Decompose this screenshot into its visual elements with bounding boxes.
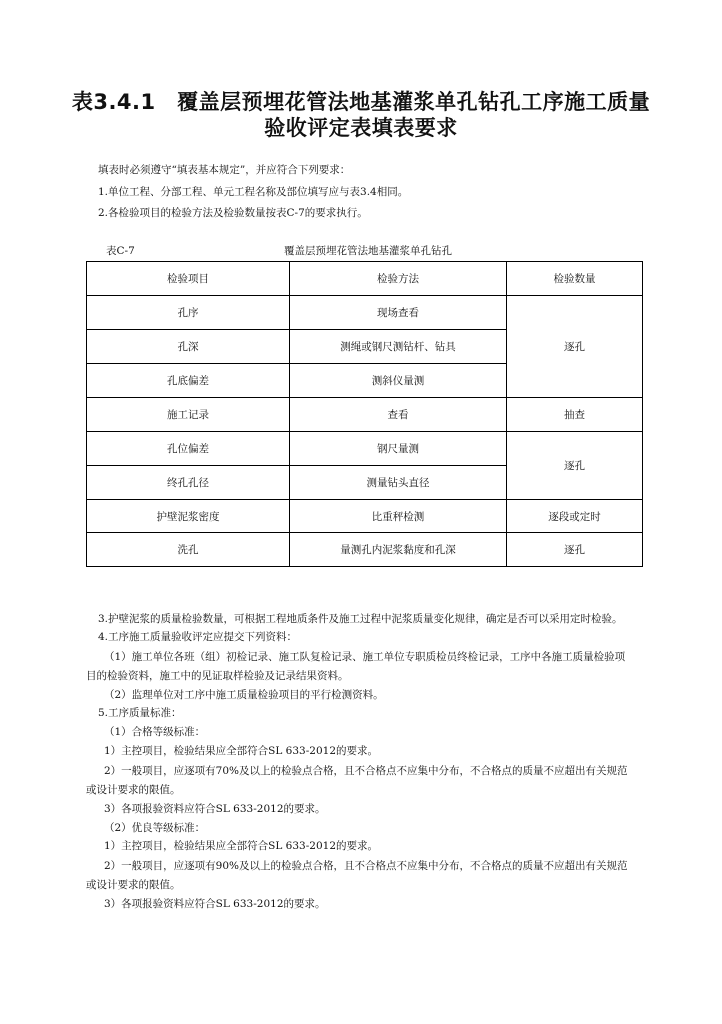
cell-item: 护壁泥浆密度 (87, 500, 290, 533)
note-line: （2）监理单位对工序中施工质量检验项目的平行检测资料。 (104, 689, 384, 701)
header-method: 检验方法 (290, 262, 507, 296)
table-row (87, 296, 643, 330)
table-row (87, 398, 643, 432)
note-line: 3）各项报验资料应符合SL 633-2012的要求。 (104, 803, 326, 815)
intro-line: 2.各检验项目的检验方法及检验数量按表C-7的要求执行。 (98, 207, 368, 219)
cell-quantity: 逐孔 (507, 432, 643, 500)
cell-method: 查看 (290, 398, 507, 432)
intro-line: 填表时必须遵守“填表基本规定”，并应符合下列要求： (98, 164, 351, 176)
page-title-line-2: 验收评定表填表要求 (264, 116, 458, 140)
table-row (87, 432, 643, 466)
cell-item: 孔深 (87, 330, 290, 364)
note-line: 3）各项报验资料应符合SL 633-2012的要求。 (104, 898, 326, 910)
cell-quantity: 逐孔 (507, 296, 643, 398)
cell-method: 钢尺量测 (290, 432, 507, 466)
cell-item: 施工记录 (87, 398, 290, 432)
cell-item: 孔位偏差 (87, 432, 290, 466)
table-header-row (87, 262, 643, 296)
header-quantity: 检验数量 (507, 262, 643, 296)
note-line: （1）施工单位各班（组）初检记录、施工队复检记录、施工单位专职质检员终检记录，工序中各施工质量检验项 (104, 651, 626, 663)
table-caption-title: 覆盖层预埋花管法地基灌浆单孔钻孔 (284, 245, 452, 257)
note-line: 1）主控项目，检验结果应全部符合SL 633-2012的要求。 (104, 840, 378, 852)
table-caption-id: 表C-7 (106, 245, 135, 257)
cell-method: 比重秤检测 (290, 500, 507, 533)
cell-quantity: 逐段或定时 (507, 500, 643, 533)
cell-method: 测斜仪量测 (290, 364, 507, 398)
intro-line: 1.单位工程、分部工程、单元工程名称及部位填写应与表3.4相同。 (98, 186, 409, 198)
cell-item: 孔底偏差 (87, 364, 290, 398)
note-line: （1）合格等级标准： (104, 726, 206, 738)
note-line: 4.工序施工质量验收评定应提交下列资料： (98, 631, 298, 643)
table-row (87, 500, 643, 533)
note-line: 或设计要求的限值。 (86, 879, 181, 891)
note-line: 目的检验资料，施工中的见证取样检验及记录结果资料。 (86, 670, 349, 682)
cell-method: 现场查看 (290, 296, 507, 330)
cell-item: 洗孔 (87, 533, 290, 567)
cell-quantity: 逐孔 (507, 533, 643, 567)
note-line: 5.工序质量标准： (98, 707, 182, 719)
note-line: （2）优良等级标准： (104, 822, 206, 834)
page-title-line-1: 表3.4.1 覆盖层预埋花管法地基灌浆单孔钻孔工序施工质量 (71, 90, 651, 114)
cell-method: 测绳或钢尺测钻杆、钻具 (290, 330, 507, 364)
cell-item: 孔序 (87, 296, 290, 330)
note-line: 3.护壁泥浆的质量检验数量，可根据工程地质条件及施工过程中泥浆质量变化规律，确定是否可以采用定时检验。 (98, 613, 623, 625)
note-line: 2）一般项目，应逐项有90%及以上的检验点合格，且不合格点不应集中分布，不合格点的质量不应超出有关规范 (104, 860, 628, 872)
note-line: 1）主控项目，检验结果应全部符合SL 633-2012的要求。 (104, 745, 378, 757)
note-line: 2）一般项目，应逐项有70%及以上的检验点合格，且不合格点不应集中分布，不合格点的质量不应超出有关规范 (104, 765, 628, 777)
cell-method: 测量钻头直径 (290, 466, 507, 500)
header-item: 检验项目 (87, 262, 290, 296)
cell-quantity: 抽查 (507, 398, 643, 432)
note-line: 或设计要求的限值。 (86, 784, 181, 796)
table-row (87, 533, 643, 567)
inspection-table (86, 261, 643, 567)
cell-item: 终孔孔径 (87, 466, 290, 500)
cell-method: 量测孔内泥浆黏度和孔深 (290, 533, 507, 567)
